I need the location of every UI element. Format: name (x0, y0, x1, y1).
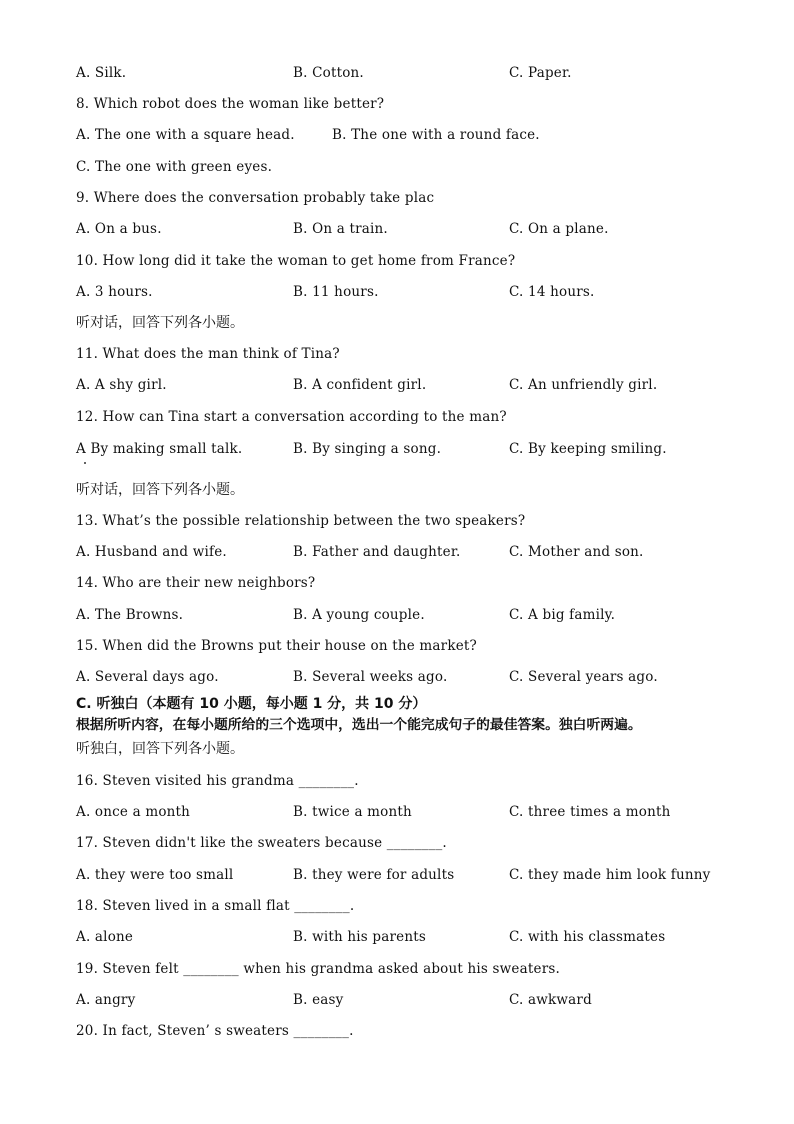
q10-option-b[interactable]: B. 11 hours. (293, 284, 379, 300)
q15-options (76, 668, 756, 686)
q13-options (76, 543, 756, 561)
q18-option-c[interactable]: C. with his classmates (509, 929, 666, 945)
q15-option-c[interactable]: C. Several years ago. (509, 669, 658, 685)
q10-option-c[interactable]: C. 14 hours. (509, 284, 595, 300)
q16-option-c[interactable]: C. three times a month (509, 804, 671, 820)
q7-options (76, 64, 756, 82)
q16-option-b[interactable]: B. twice a month (293, 804, 412, 820)
q9-option-c[interactable]: C. On a plane. (509, 221, 609, 237)
q15-option-a[interactable]: A. Several days ago. (76, 669, 219, 685)
q13-option-b[interactable]: B. Father and daughter. (293, 544, 461, 560)
q19-option-b[interactable]: B. easy (293, 992, 344, 1008)
q8-stem: 8. Which robot does the woman like better? (76, 96, 385, 112)
section-heading-dialogue-2: 听对话，回答下列各小题。 (76, 482, 244, 498)
q14-option-a[interactable]: A. The Browns. (76, 607, 184, 623)
q15-option-b[interactable]: B. Several weeks ago. (293, 669, 448, 685)
q10-option-a[interactable]: A. 3 hours. (76, 284, 153, 300)
stray-dot-mark (84, 462, 86, 464)
q16-stem: 16. Steven visited his grandma ________. (76, 773, 359, 789)
q12-option-a[interactable]: A By making small talk. (76, 441, 243, 457)
q11-option-b[interactable]: B. A confident girl. (293, 377, 427, 393)
q12-option-c[interactable]: C. By keeping smiling. (509, 441, 667, 457)
q18-options (76, 928, 756, 946)
q9-options (76, 220, 756, 238)
q18-option-b[interactable]: B. with his parents (293, 929, 426, 945)
q19-option-c[interactable]: C. awkward (509, 992, 592, 1008)
q11-option-a[interactable]: A. A shy girl. (76, 377, 167, 393)
q14-options (76, 606, 756, 624)
q19-options (76, 991, 756, 1009)
q8-option-b[interactable]: B. The one with a round face. (332, 127, 540, 143)
part-c-instruction: 根据所听内容，在每小题所给的三个选项中，选出一个能完成句子的最佳答案。独白听两遍。 (76, 717, 642, 733)
q13-option-c[interactable]: C. Mother and son. (509, 544, 644, 560)
q11-option-c[interactable]: C. An unfriendly girl. (509, 377, 658, 393)
q18-stem: 18. Steven lived in a small flat ________. (76, 898, 355, 914)
q17-option-c[interactable]: C. they made him look funny (509, 867, 711, 883)
q7-option-b[interactable]: B. Cotton. (293, 65, 364, 81)
q17-options (76, 866, 756, 884)
q12-option-b[interactable]: B. By singing a song. (293, 441, 442, 457)
q14-option-b[interactable]: B. A young couple. (293, 607, 425, 623)
q16-options (76, 803, 756, 821)
q16-option-a[interactable]: A. once a month (76, 804, 191, 820)
q17-stem: 17. Steven didn't like the sweaters because ________. (76, 835, 447, 851)
q11-options (76, 376, 756, 394)
q7-option-a[interactable]: A. Silk. (76, 65, 127, 81)
q11-stem: 11. What does the man think of Tina? (76, 346, 340, 362)
q17-option-b[interactable]: B. they were for adults (293, 867, 455, 883)
q19-option-a[interactable]: A. angry (76, 992, 136, 1008)
q9-option-b[interactable]: B. On a train. (293, 221, 388, 237)
part-c-subheading: 听独白，回答下列各小题。 (76, 741, 244, 757)
part-c-title: C. 听独白（本题有 10 小题，每小题 1 分，共 10 分） (76, 696, 427, 712)
q20-stem: 20. In fact, Steven’ s sweaters ________. (76, 1023, 354, 1039)
q14-stem: 14. Who are their new neighbors? (76, 575, 316, 591)
q8-options (76, 126, 756, 144)
q8-option-a[interactable]: A. The one with a square head. (76, 127, 295, 143)
q9-stem: 9. Where does the conversation probably take plac (76, 190, 435, 206)
q13-option-a[interactable]: A. Husband and wife. (76, 544, 227, 560)
q18-option-a[interactable]: A. alone (76, 929, 134, 945)
q14-option-c[interactable]: C. A big family. (509, 607, 616, 623)
q19-stem: 19. Steven felt ________ when his grandma asked about his sweaters. (76, 961, 560, 977)
q15-stem: 15. When did the Browns put their house on the market? (76, 638, 477, 654)
q12-stem: 12. How can Tina start a conversation according to the man? (76, 409, 507, 425)
q7-option-c[interactable]: C. Paper. (509, 65, 572, 81)
q10-options (76, 283, 756, 301)
q9-option-a[interactable]: A. On a bus. (76, 221, 162, 237)
q13-stem: 13. What’s the possible relationship between the two speakers? (76, 513, 526, 529)
q12-options (76, 440, 756, 458)
section-heading-dialogue-1: 听对话，回答下列各小题。 (76, 315, 244, 331)
q17-option-a[interactable]: A. they were too small (76, 867, 234, 883)
q10-stem: 10. How long did it take the woman to get home from France? (76, 253, 516, 269)
q8-option-c[interactable]: C. The one with green eyes. (76, 159, 273, 175)
